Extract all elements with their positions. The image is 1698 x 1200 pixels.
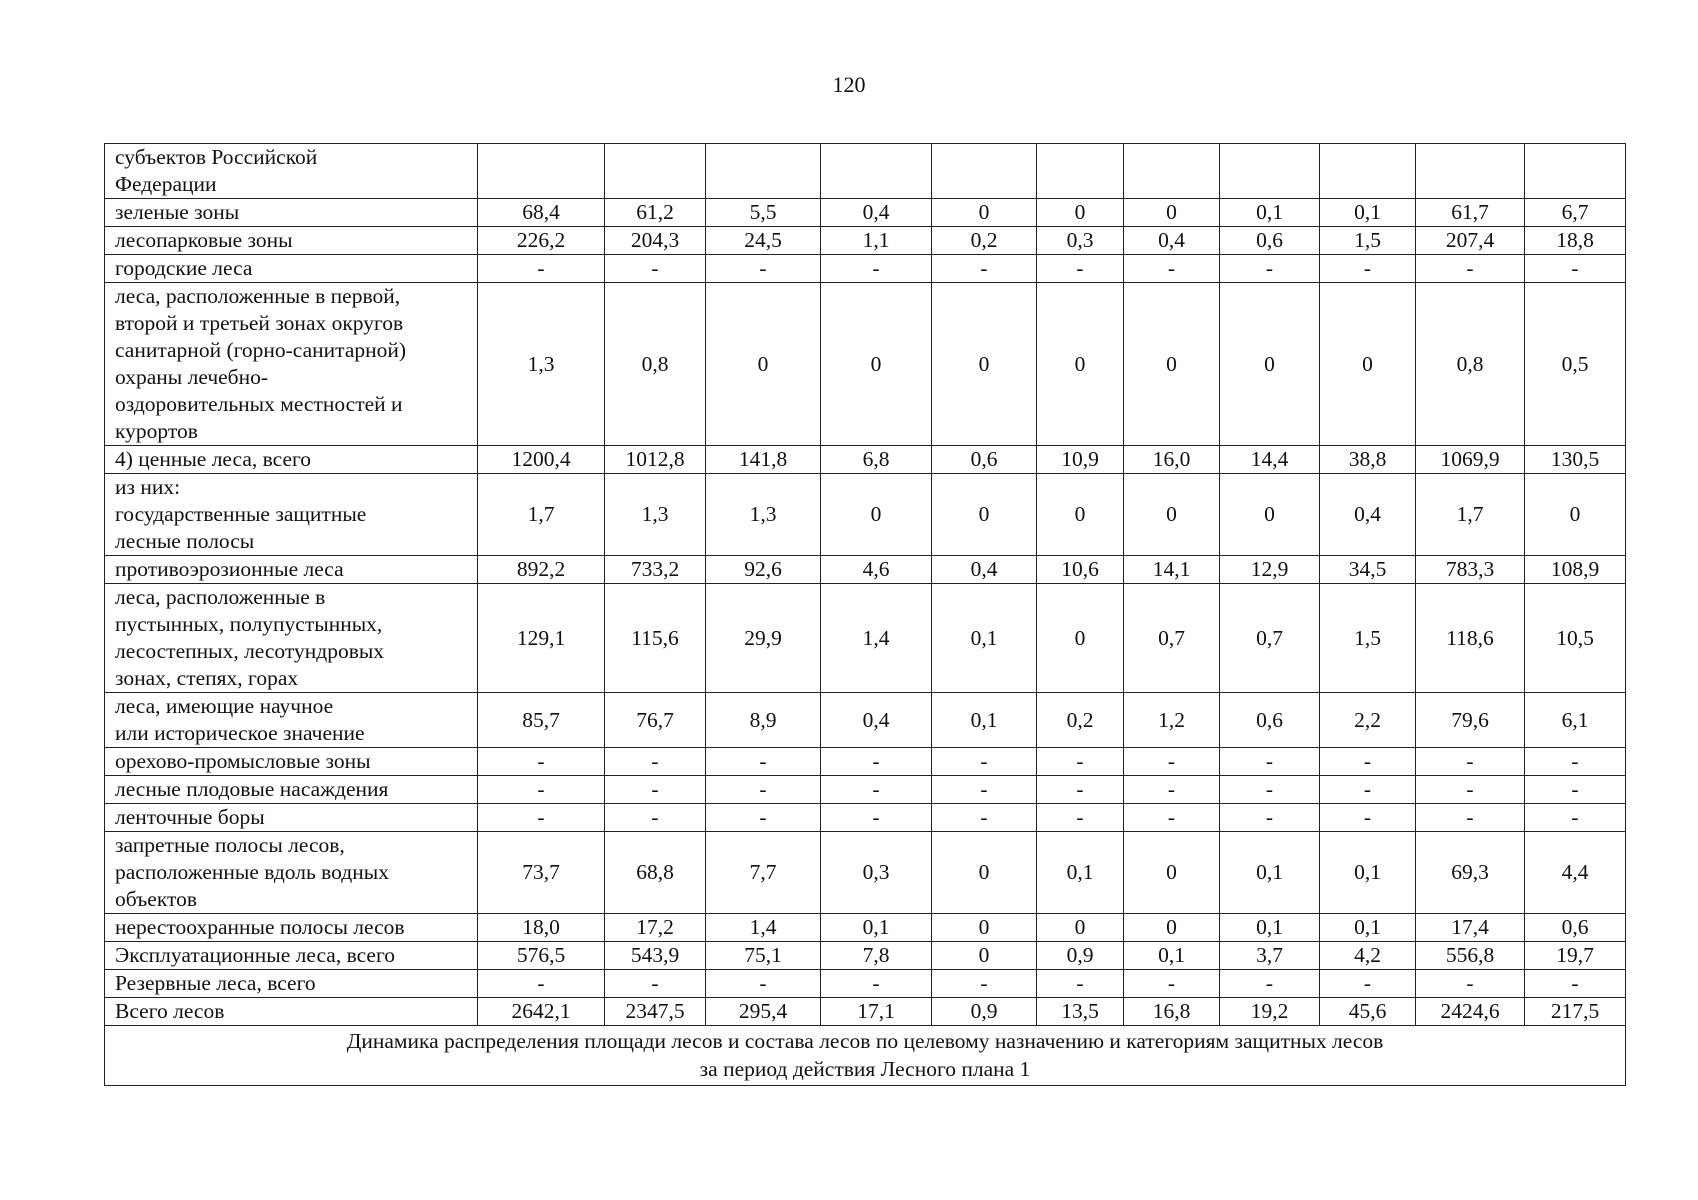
value-cell: 0,4 (821, 693, 932, 748)
value-cell (478, 144, 605, 199)
value-cell (1220, 144, 1320, 199)
value-cell: - (1416, 804, 1525, 832)
row-label: леса, расположенные в пустынных, полупустынных, лесостепных, лесотундровых зонах, степях, горах (105, 584, 478, 693)
row-label: субъектов Российской Федерации (105, 144, 478, 199)
value-cell: 17,1 (821, 998, 932, 1026)
value-cell: 73,7 (478, 832, 605, 914)
row-label: лесные плодовые насаждения (105, 776, 478, 804)
value-cell (605, 144, 706, 199)
value-cell: 45,6 (1320, 998, 1416, 1026)
value-cell: - (478, 255, 605, 283)
value-cell (1525, 144, 1626, 199)
value-cell: 783,3 (1416, 556, 1525, 584)
value-cell: 17,4 (1416, 914, 1525, 942)
value-cell: 129,1 (478, 584, 605, 693)
forest-distribution-table (104, 143, 1626, 1086)
value-cell: 4,4 (1525, 832, 1626, 914)
value-cell: - (1037, 748, 1124, 776)
value-cell: 0,8 (1416, 283, 1525, 446)
value-cell: 68,8 (605, 832, 706, 914)
value-cell: 0,1 (1220, 832, 1320, 914)
value-cell: - (1416, 748, 1525, 776)
value-cell: 0 (706, 283, 821, 446)
value-cell: - (605, 255, 706, 283)
value-cell: - (1124, 776, 1220, 804)
value-cell (821, 144, 932, 199)
table-row (105, 693, 1626, 748)
row-label: запретные полосы лесов, расположенные вдоль водных объектов (105, 832, 478, 914)
value-cell: 38,8 (1320, 446, 1416, 474)
value-cell: - (1320, 255, 1416, 283)
value-cell: 2,2 (1320, 693, 1416, 748)
value-cell: 295,4 (706, 998, 821, 1026)
value-cell: 556,8 (1416, 942, 1525, 970)
value-cell: - (932, 804, 1037, 832)
value-cell: 19,7 (1525, 942, 1626, 970)
value-cell: 130,5 (1525, 446, 1626, 474)
value-cell: 13,5 (1037, 998, 1124, 1026)
caption-line-2: за период действия Лесного плана 1 (699, 1057, 1031, 1081)
row-label: орехово-промысловые зоны (105, 748, 478, 776)
value-cell: 0,6 (1220, 693, 1320, 748)
value-cell (706, 144, 821, 199)
value-cell: - (1525, 255, 1626, 283)
value-cell: 0,3 (821, 832, 932, 914)
value-cell: 0,4 (1124, 227, 1220, 255)
value-cell: 0 (1124, 283, 1220, 446)
value-cell: 3,7 (1220, 942, 1320, 970)
value-cell: 0,8 (605, 283, 706, 446)
value-cell: 0 (932, 199, 1037, 227)
value-cell: - (821, 748, 932, 776)
table-row (105, 942, 1626, 970)
value-cell: - (1220, 748, 1320, 776)
value-cell: 0 (821, 474, 932, 556)
value-cell: 2424,6 (1416, 998, 1525, 1026)
value-cell: - (706, 970, 821, 998)
value-cell: - (1220, 776, 1320, 804)
value-cell: 79,6 (1416, 693, 1525, 748)
value-cell: 92,6 (706, 556, 821, 584)
value-cell: - (932, 776, 1037, 804)
value-cell: 0 (932, 832, 1037, 914)
value-cell: 1069,9 (1416, 446, 1525, 474)
row-label: городские леса (105, 255, 478, 283)
table-caption (105, 1026, 1626, 1086)
value-cell: 68,4 (478, 199, 605, 227)
value-cell: - (1124, 804, 1220, 832)
value-cell: 892,2 (478, 556, 605, 584)
value-cell: - (821, 804, 932, 832)
value-cell: 18,0 (478, 914, 605, 942)
value-cell: 0 (932, 283, 1037, 446)
value-cell: 0 (1037, 474, 1124, 556)
value-cell: 0,1 (1220, 914, 1320, 942)
value-cell: 204,3 (605, 227, 706, 255)
table-row (105, 748, 1626, 776)
value-cell: - (1124, 970, 1220, 998)
value-cell: - (1320, 776, 1416, 804)
row-label: Резервные леса, всего (105, 970, 478, 998)
value-cell: 1,5 (1320, 584, 1416, 693)
value-cell: 2642,1 (478, 998, 605, 1026)
value-cell: 0,6 (932, 446, 1037, 474)
value-cell: 0,1 (1124, 942, 1220, 970)
value-cell: 0 (821, 283, 932, 446)
value-cell: 1,7 (478, 474, 605, 556)
value-cell: 0 (1525, 474, 1626, 556)
value-cell: 0,6 (1220, 227, 1320, 255)
value-cell: 17,2 (605, 914, 706, 942)
table-row (105, 446, 1626, 474)
value-cell: - (932, 748, 1037, 776)
table-row (105, 832, 1626, 914)
value-cell: - (1525, 970, 1626, 998)
value-cell: 14,1 (1124, 556, 1220, 584)
value-cell: - (706, 748, 821, 776)
value-cell: 0,7 (1124, 584, 1220, 693)
row-label: лесопарковые зоны (105, 227, 478, 255)
value-cell: 0 (1220, 474, 1320, 556)
value-cell: 5,5 (706, 199, 821, 227)
value-cell: 1,4 (706, 914, 821, 942)
value-cell: 0,5 (1525, 283, 1626, 446)
value-cell: - (706, 804, 821, 832)
table-row (105, 998, 1626, 1026)
value-cell: 0,1 (1320, 199, 1416, 227)
row-label: леса, расположенные в первой, второй и третьей зонах округов санитарной (горно-санитарной) охраны лечебно- оздоровительных местностей и курортов (105, 283, 478, 446)
value-cell: 1,4 (821, 584, 932, 693)
caption-row (105, 1026, 1626, 1086)
value-cell: 6,1 (1525, 693, 1626, 748)
value-cell: 0 (1124, 474, 1220, 556)
value-cell: 0,2 (1037, 693, 1124, 748)
value-cell: 0 (1037, 914, 1124, 942)
value-cell: 0 (1220, 283, 1320, 446)
value-cell: 141,8 (706, 446, 821, 474)
value-cell: 1,3 (478, 283, 605, 446)
value-cell: 0,2 (932, 227, 1037, 255)
table-row (105, 804, 1626, 832)
value-cell: 0,9 (932, 998, 1037, 1026)
value-cell: 217,5 (1525, 998, 1626, 1026)
value-cell: 0,1 (932, 693, 1037, 748)
value-cell: 0,6 (1525, 914, 1626, 942)
value-cell: - (821, 776, 932, 804)
table-body (105, 144, 1626, 1026)
table-row (105, 255, 1626, 283)
value-cell: 0 (932, 474, 1037, 556)
value-cell: 0,3 (1037, 227, 1124, 255)
value-cell: 0,1 (1320, 832, 1416, 914)
row-label: из них: государственные защитные лесные полосы (105, 474, 478, 556)
value-cell: 75,1 (706, 942, 821, 970)
value-cell: 0 (1037, 283, 1124, 446)
value-cell: 115,6 (605, 584, 706, 693)
value-cell: 1,2 (1124, 693, 1220, 748)
value-cell: 4,2 (1320, 942, 1416, 970)
value-cell: 10,5 (1525, 584, 1626, 693)
value-cell: 0 (1124, 832, 1220, 914)
table-row (105, 776, 1626, 804)
value-cell: 0,1 (1220, 199, 1320, 227)
value-cell: 7,7 (706, 832, 821, 914)
value-cell: - (605, 804, 706, 832)
value-cell: - (478, 804, 605, 832)
value-cell: 29,9 (706, 584, 821, 693)
value-cell: 0 (1037, 199, 1124, 227)
value-cell: - (1320, 804, 1416, 832)
value-cell: - (1037, 804, 1124, 832)
row-label: противоэрозионные леса (105, 556, 478, 584)
row-label: нерестоохранные полосы лесов (105, 914, 478, 942)
value-cell: - (1220, 970, 1320, 998)
value-cell: 1,5 (1320, 227, 1416, 255)
value-cell: 6,7 (1525, 199, 1626, 227)
value-cell: 0,7 (1220, 584, 1320, 693)
value-cell: - (1220, 255, 1320, 283)
value-cell: - (478, 748, 605, 776)
value-cell: 733,2 (605, 556, 706, 584)
row-label: Эксплуатационные леса, всего (105, 942, 478, 970)
value-cell: 0,1 (1320, 914, 1416, 942)
value-cell: 18,8 (1525, 227, 1626, 255)
value-cell: 10,9 (1037, 446, 1124, 474)
table-row (105, 227, 1626, 255)
row-label: леса, имеющие научное или историческое значение (105, 693, 478, 748)
value-cell: - (605, 776, 706, 804)
value-cell (1037, 144, 1124, 199)
value-cell: 61,7 (1416, 199, 1525, 227)
row-label: 4) ценные леса, всего (105, 446, 478, 474)
table-row (105, 914, 1626, 942)
value-cell: - (1320, 970, 1416, 998)
value-cell: - (706, 255, 821, 283)
value-cell: 7,8 (821, 942, 932, 970)
value-cell: - (1037, 970, 1124, 998)
value-cell: 0 (1124, 914, 1220, 942)
value-cell: - (1416, 776, 1525, 804)
table-row (105, 584, 1626, 693)
value-cell: 0,4 (1320, 474, 1416, 556)
value-cell: - (821, 255, 932, 283)
value-cell: 1,3 (605, 474, 706, 556)
table-row (105, 199, 1626, 227)
value-cell: - (932, 255, 1037, 283)
value-cell: 76,7 (605, 693, 706, 748)
value-cell: 6,8 (821, 446, 932, 474)
value-cell: 1,3 (706, 474, 821, 556)
page-number: 120 (832, 72, 866, 97)
table-row (105, 144, 1626, 199)
table-row (105, 970, 1626, 998)
value-cell: 108,9 (1525, 556, 1626, 584)
value-cell: 8,9 (706, 693, 821, 748)
value-cell: - (1124, 748, 1220, 776)
value-cell: - (478, 776, 605, 804)
value-cell: 1,1 (821, 227, 932, 255)
value-cell: 0,4 (821, 199, 932, 227)
value-cell: - (605, 748, 706, 776)
value-cell: 16,8 (1124, 998, 1220, 1026)
value-cell: - (1525, 748, 1626, 776)
value-cell: 0,1 (932, 584, 1037, 693)
value-cell: 1200,4 (478, 446, 605, 474)
value-cell: 0,4 (932, 556, 1037, 584)
row-label: зеленые зоны (105, 199, 478, 227)
row-label: ленточные боры (105, 804, 478, 832)
value-cell: 0 (1037, 584, 1124, 693)
value-cell: 0 (932, 914, 1037, 942)
value-cell (932, 144, 1037, 199)
caption-line-1: Динамика распределения площади лесов и состава лесов по целевому назначению и категориям защитных лесов (346, 1029, 1384, 1053)
value-cell (1320, 144, 1416, 199)
value-cell: 16,0 (1124, 446, 1220, 474)
value-cell: 2347,5 (605, 998, 706, 1026)
value-cell: - (706, 776, 821, 804)
value-cell: 24,5 (706, 227, 821, 255)
value-cell: 0,1 (821, 914, 932, 942)
table-row (105, 474, 1626, 556)
value-cell: 10,6 (1037, 556, 1124, 584)
value-cell: - (1037, 255, 1124, 283)
value-cell: 226,2 (478, 227, 605, 255)
value-cell: 4,6 (821, 556, 932, 584)
table-row (105, 283, 1626, 446)
row-label: Всего лесов (105, 998, 478, 1026)
value-cell: - (821, 970, 932, 998)
value-cell: - (1416, 255, 1525, 283)
value-cell: - (932, 970, 1037, 998)
value-cell: 1012,8 (605, 446, 706, 474)
value-cell: 14,4 (1220, 446, 1320, 474)
value-cell: - (478, 970, 605, 998)
value-cell: 69,3 (1416, 832, 1525, 914)
value-cell: 12,9 (1220, 556, 1320, 584)
value-cell: 61,2 (605, 199, 706, 227)
value-cell: - (1220, 804, 1320, 832)
value-cell (1124, 144, 1220, 199)
value-cell: - (1525, 804, 1626, 832)
value-cell: 1,7 (1416, 474, 1525, 556)
value-cell: - (605, 970, 706, 998)
value-cell: 207,4 (1416, 227, 1525, 255)
table-row (105, 556, 1626, 584)
value-cell: 19,2 (1220, 998, 1320, 1026)
value-cell (1416, 144, 1525, 199)
value-cell: 0 (932, 942, 1037, 970)
value-cell: 0,1 (1037, 832, 1124, 914)
value-cell: 543,9 (605, 942, 706, 970)
value-cell: 34,5 (1320, 556, 1416, 584)
value-cell: - (1416, 970, 1525, 998)
value-cell: - (1525, 776, 1626, 804)
value-cell: 576,5 (478, 942, 605, 970)
value-cell: 85,7 (478, 693, 605, 748)
value-cell: - (1320, 748, 1416, 776)
value-cell: 0 (1320, 283, 1416, 446)
value-cell: 0 (1124, 199, 1220, 227)
value-cell: 0,9 (1037, 942, 1124, 970)
value-cell: 118,6 (1416, 584, 1525, 693)
value-cell: - (1124, 255, 1220, 283)
value-cell: - (1037, 776, 1124, 804)
